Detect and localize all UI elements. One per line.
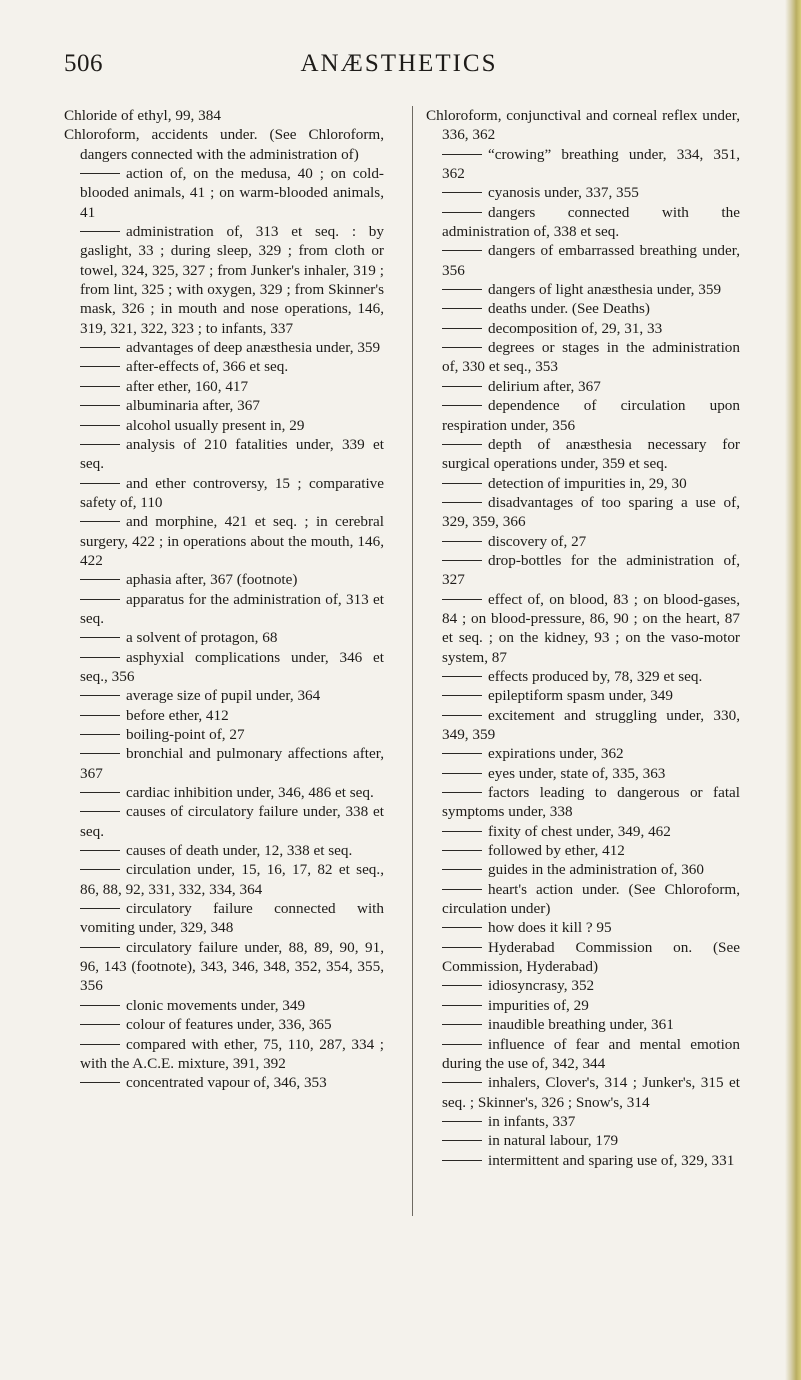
ditto-dash (80, 715, 120, 716)
entry-text: causes of death under, 12, 338 et seq. (126, 842, 353, 860)
index-subentry (64, 938, 384, 996)
ditto-dash (80, 425, 120, 426)
index-subentry (426, 976, 740, 995)
index-subentry (64, 435, 384, 474)
index-subentry (426, 319, 740, 338)
ditto-dash (442, 792, 482, 793)
index-subentry (426, 551, 740, 590)
ditto-dash (442, 715, 482, 716)
ditto-dash (80, 386, 120, 387)
entry-text: guides in the administration of, 360 (488, 861, 704, 879)
ditto-dash (80, 753, 120, 754)
ditto-dash (442, 695, 482, 696)
entry-text: delirium after, 367 (488, 377, 601, 395)
entry-text: eyes under, state of, 335, 363 (488, 764, 666, 782)
entry-text: circulatory failure under, 88, 89, 90, 91, 96, 143 (footnote), 343, 346, 348, 352, 354, 355, 356 (80, 938, 384, 995)
index-subentry (426, 590, 740, 667)
ditto-dash (80, 483, 120, 484)
entry-text: cyanosis under, 337, 355 (488, 184, 639, 202)
index-subentry (426, 1015, 740, 1034)
index-subentry (64, 396, 384, 415)
index-subentry (426, 474, 740, 493)
index-subentry (426, 744, 740, 763)
index-subentry (426, 280, 740, 299)
column-divider (412, 106, 413, 1216)
index-subentry (64, 860, 384, 899)
index-subentry (426, 1035, 740, 1074)
index-subentry (64, 338, 384, 357)
entry-text: expirations under, 362 (488, 745, 624, 763)
entry-text: idiosyncrasy, 352 (488, 977, 595, 995)
index-subentry (426, 435, 740, 474)
left-column (64, 106, 384, 1346)
index-subentry (426, 996, 740, 1015)
index-subentry (426, 841, 740, 860)
running-title: ANÆSTHETICS (300, 50, 498, 77)
ditto-dash (442, 947, 482, 948)
entry-text: intermittent and sparing use of, 329, 331 (488, 1151, 735, 1169)
index-subentry (64, 841, 384, 860)
ditto-dash (80, 1005, 120, 1006)
ditto-dash (80, 231, 120, 232)
index-subentry (426, 493, 740, 532)
ditto-dash (442, 289, 482, 290)
entry-text: inaudible breathing under, 361 (488, 1016, 674, 1034)
index-columns (64, 106, 742, 1346)
ditto-dash (442, 599, 482, 600)
index-subentry (64, 996, 384, 1015)
index-subentry (64, 648, 384, 687)
ditto-dash (442, 985, 482, 986)
entry-text: boiling-point of, 27 (126, 726, 245, 743)
index-subentry (426, 299, 740, 318)
entry-text: impurities of, 29 (488, 996, 589, 1014)
entry-text: followed by ether, 412 (488, 842, 625, 860)
ditto-dash (80, 405, 120, 406)
index-subentry (426, 686, 740, 705)
entry-text: in natural labour, 179 (488, 1132, 619, 1150)
ditto-dash (80, 366, 120, 367)
page-header (64, 44, 734, 84)
index-subentry (426, 860, 740, 879)
entry-text: compared with ether, 75, 110, 287, 334 ; with the A.C.E. mixture, 391, 392 (80, 1035, 384, 1072)
entry-text: after ether, 160, 417 (126, 377, 249, 395)
index-subentry (64, 802, 384, 841)
entry-text: concentrated vapour of, 346, 353 (126, 1074, 327, 1092)
ditto-dash (80, 869, 120, 870)
ditto-dash (80, 521, 120, 522)
index-subentry (64, 783, 384, 802)
entry-text: effects produced by, 78, 329 et seq. (488, 667, 703, 685)
entry-text: analysis of 210 fatalities under, 339 et seq. (80, 435, 384, 473)
index-entry (426, 106, 740, 145)
ditto-dash (442, 850, 482, 851)
entry-text: detection of impurities in, 29, 30 (488, 474, 687, 492)
ditto-dash (442, 1024, 482, 1025)
entry-text: deaths under. (See Deaths) (488, 300, 650, 318)
index-subentry (426, 667, 740, 686)
ditto-dash (442, 1160, 482, 1161)
index-subentry (64, 725, 384, 744)
entry-text: epileptiform spasm under, 349 (488, 687, 673, 705)
entry-text: clonic movements under, 349 (126, 996, 306, 1014)
ditto-dash (442, 405, 482, 406)
entry-text: bronchial and pulmonary affections after, 367 (80, 745, 384, 782)
entry-text: fixity of chest under, 349, 462 (488, 822, 671, 840)
entry-text: circulation under, 15, 16, 17, 82 et seq., 86, 88, 92, 331, 332, 334, 364 (80, 861, 384, 898)
entry-text: aphasia after, 367 (footnote) (126, 571, 298, 589)
ditto-dash (442, 560, 482, 561)
index-subentry (64, 357, 384, 376)
entry-text: average size of pupil under, 364 (126, 687, 321, 705)
index-subentry (426, 145, 740, 184)
entry-text: factors leading to dangerous or fatal symptoms under, 338 (442, 784, 740, 821)
index-subentry (426, 396, 740, 435)
ditto-dash (442, 927, 482, 928)
index-entry (64, 106, 384, 125)
index-subentry (64, 377, 384, 396)
entry-text: Chloride of ethyl, 99, 384 (64, 107, 221, 124)
page-edge (785, 0, 801, 1380)
ditto-dash (442, 753, 482, 754)
index-subentry (426, 783, 740, 822)
ditto-dash (80, 792, 120, 793)
ditto-dash (80, 1024, 120, 1025)
index-subentry (64, 416, 384, 435)
index-subentry (64, 686, 384, 705)
index-subentry (64, 899, 384, 938)
entry-text: influence of fear and mental emotion during the use of, 342, 344 (442, 1035, 740, 1072)
ditto-dash (442, 1044, 482, 1045)
entry-text: drop-bottles for the administration of, 327 (442, 551, 740, 589)
entry-text: and ether controversy, 15 ; comparative safety of, 110 (80, 474, 384, 511)
entry-text: depth of anæsthesia necessary for surgical operations under, 359 et seq. (442, 435, 740, 473)
ditto-dash (442, 773, 482, 774)
entry-text: and morphine, 421 et seq. ; in cerebral surgery, 422 ; in operations about the mouth, 146, 422 (80, 513, 384, 569)
ditto-dash (442, 444, 482, 445)
entry-text: asphyxial complications under, 346 et seq., 356 (80, 648, 384, 685)
index-subentry (64, 570, 384, 589)
index-subentry (426, 918, 740, 937)
ditto-dash (80, 947, 120, 948)
entry-text: dangers of light anæsthesia under, 359 (488, 281, 722, 299)
entry-text: after-effects of, 366 et seq. (126, 358, 289, 376)
index-subentry (426, 1131, 740, 1150)
index-subentry (426, 822, 740, 841)
ditto-dash (80, 850, 120, 851)
entry-text: dependence of circulation upon respiration under, 356 (442, 397, 740, 434)
ditto-dash (442, 676, 482, 677)
ditto-dash (442, 1140, 482, 1141)
index-subentry (64, 1073, 384, 1092)
ditto-dash (80, 173, 120, 174)
index-subentry (426, 1112, 740, 1131)
index-subentry (426, 1073, 740, 1112)
ditto-dash (442, 541, 482, 542)
index-subentry (64, 1015, 384, 1034)
entry-text: cardiac inhibition under, 346, 486 et seq. (126, 784, 374, 802)
ditto-dash (442, 192, 482, 193)
entry-text: a solvent of protagon, 68 (126, 629, 278, 647)
ditto-dash (80, 637, 120, 638)
ditto-dash (442, 212, 482, 213)
index-subentry (426, 532, 740, 551)
ditto-dash (80, 695, 120, 696)
entry-text: advantages of deep anæsthesia under, 359 (126, 339, 381, 357)
entry-text: apparatus for the administration of, 313 et seq. (80, 590, 384, 627)
index-subentry (64, 512, 384, 570)
entry-text: causes of circulatory failure under, 338 et seq. (80, 803, 384, 840)
entry-text: inhalers, Clover's, 314 ; Junker's, 315 et seq. ; Skinner's, 326 ; Snow's, 314 (442, 1074, 740, 1111)
index-subentry (426, 706, 740, 745)
ditto-dash (80, 579, 120, 580)
index-subentry (426, 377, 740, 396)
index-entry (64, 125, 384, 164)
index-subentry (426, 764, 740, 783)
ditto-dash (80, 347, 120, 348)
entry-text: disadvantages of too sparing a use of, 329, 359, 366 (442, 493, 740, 531)
ditto-dash (80, 908, 120, 909)
entry-text: action of, on the medusa, 40 ; on cold-blooded animals, 41 ; on warm-blooded animals, 41 (80, 165, 384, 221)
entry-text: discovery of, 27 (488, 532, 587, 550)
entry-text: “crowing” breathing under, 334, 351, 362 (442, 145, 740, 183)
right-column (426, 106, 740, 1346)
ditto-dash (80, 811, 120, 812)
entry-text: Hyderabad Commission on. (See Commission, Hyderabad) (442, 938, 740, 976)
index-subentry (64, 628, 384, 647)
ditto-dash (442, 250, 482, 251)
entry-text: dangers of embarrassed breathing under, 356 (442, 242, 740, 279)
entry-text: effect of, on blood, 83 ; on blood-gases, 84 ; on blood-pressure, 86, 90 ; on the heart, 87 et seq. ; on the kidney, 93 ; on the vaso-motor system, 87 (442, 590, 740, 666)
entry-text: how does it kill ? 95 (488, 919, 612, 937)
ditto-dash (442, 831, 482, 832)
index-subentry (64, 474, 384, 513)
entry-text: colour of features under, 336, 365 (126, 1016, 332, 1034)
ditto-dash (442, 889, 482, 890)
entry-text: Chloroform, accidents under. (See Chloroform, dangers connected with the administration of) (64, 126, 384, 163)
ditto-dash (442, 154, 482, 155)
ditto-dash (80, 444, 120, 445)
index-subentry (426, 938, 740, 977)
entry-text: excitement and struggling under, 330, 349, 359 (442, 706, 740, 743)
index-subentry (426, 338, 740, 377)
ditto-dash (442, 1082, 482, 1083)
ditto-dash (80, 657, 120, 658)
ditto-dash (80, 599, 120, 600)
entry-text: Chloroform, conjunctival and corneal reflex under, 336, 362 (426, 107, 740, 144)
ditto-dash (442, 386, 482, 387)
ditto-dash (442, 308, 482, 309)
ditto-dash (80, 1082, 120, 1083)
entry-text: heart's action under. (See Chloroform, circulation under) (442, 880, 740, 918)
entry-text: decomposition of, 29, 31, 33 (488, 319, 663, 337)
entry-text: dangers connected with the administration of, 338 et seq. (442, 203, 740, 241)
index-subentry (64, 222, 384, 338)
ditto-dash (80, 1044, 120, 1045)
index-subentry (426, 880, 740, 919)
index-subentry (426, 1151, 740, 1170)
ditto-dash (442, 347, 482, 348)
entry-text: circulatory failure connected with vomiting under, 329, 348 (80, 900, 384, 937)
index-subentry (64, 706, 384, 725)
index-subentry (426, 203, 740, 242)
ditto-dash (442, 1005, 482, 1006)
index-subentry (426, 241, 740, 280)
index-subentry (64, 744, 384, 783)
entry-text: albuminaria after, 367 (126, 397, 260, 415)
entry-text: administration of, 313 et seq. : by gaslight, 33 ; during sleep, 329 ; from cloth or towel, 324, 325, 327 ; from Junker's inhaler, 319 ; from lint, 325 ; with oxygen, 329 ; from Skinner's mask, 326 ; in mouth and nose operations, 146, 319, 321, 322, 323 ; to infants, 337 (80, 223, 384, 337)
ditto-dash (80, 734, 120, 735)
ditto-dash (442, 483, 482, 484)
ditto-dash (442, 502, 482, 503)
ditto-dash (442, 1121, 482, 1122)
index-subentry (64, 164, 384, 222)
ditto-dash (442, 328, 482, 329)
entry-text: before ether, 412 (126, 706, 229, 724)
page-number: 506 (64, 50, 103, 77)
ditto-dash (442, 869, 482, 870)
index-subentry (64, 590, 384, 629)
entry-text: degrees or stages in the administration of, 330 et seq., 353 (442, 339, 740, 376)
index-subentry (64, 1035, 384, 1074)
index-subentry (426, 183, 740, 202)
entry-text: alcohol usually present in, 29 (126, 416, 305, 434)
entry-text: in infants, 337 (488, 1112, 576, 1130)
